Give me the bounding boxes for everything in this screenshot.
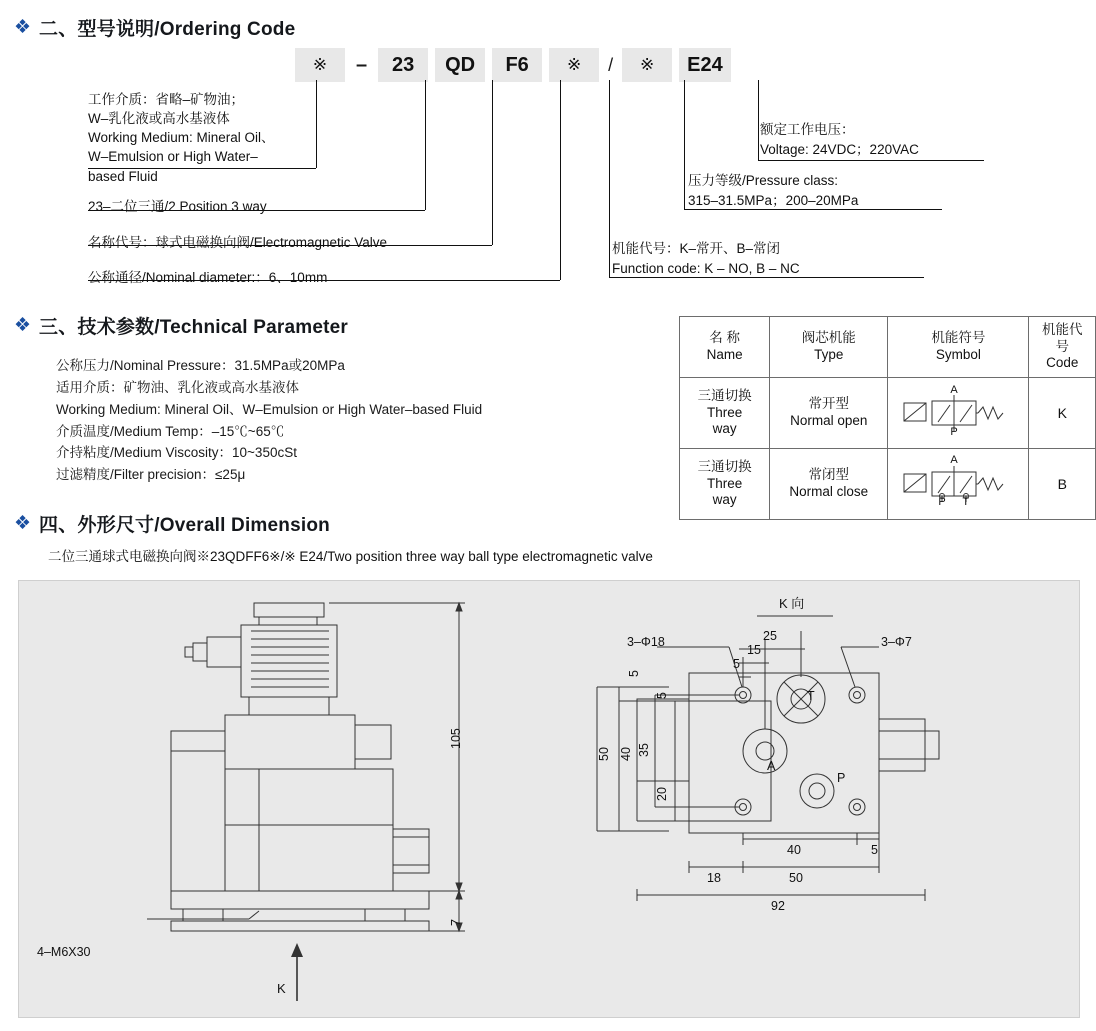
dim-5-bottom: 5 [871, 843, 878, 857]
code-box-qd: QD [435, 48, 485, 82]
tp-line-4: 介质温度/Medium Temp：–15℃~65℃ [56, 423, 285, 439]
row1-type-en: Normal open [790, 413, 868, 428]
label-medium-line3: Working Medium: Mineral Oil、 [88, 130, 275, 146]
label-function-code [612, 239, 800, 278]
header-symbol-en: Symbol [935, 347, 981, 362]
port-label-a: A [767, 759, 776, 773]
dim-25: 25 [763, 629, 777, 643]
leader-line [560, 80, 561, 280]
tp-line-6: 过滤精度/Filter precision：≤25μ [56, 467, 246, 483]
label-pressure-line1: 压力等级/Pressure class: [688, 173, 839, 188]
leader-line [609, 80, 610, 240]
leader-line [425, 80, 426, 210]
label-medium-line5: based Fluid [88, 168, 158, 184]
label-medium-line1: 工作介质：省略–矿物油； [88, 92, 245, 107]
table-header-row [680, 317, 1096, 378]
dim-5-left-b: 5 [655, 692, 669, 699]
callout-3-phi7: 3–Φ7 [881, 635, 912, 649]
diamond-bullet-icon: ❖ [14, 513, 32, 534]
code-box-e24: E24 [679, 48, 731, 82]
leader-line [609, 240, 610, 277]
table-row [680, 449, 1096, 520]
dim-20-left: 20 [655, 787, 669, 801]
cell-name-k [680, 378, 770, 449]
label-name-code: 名称代号：球式电磁换向阀/Electromagnetic Valve [88, 235, 388, 250]
header-code-cn: 机能代号 [1041, 321, 1083, 354]
leader-line [316, 82, 317, 168]
dim-7: 7 [449, 919, 463, 926]
row2-type-en: Normal close [789, 484, 869, 499]
dim-18-bottom: 18 [707, 871, 721, 885]
dim-50-bottom: 50 [789, 871, 803, 885]
dim-5-left-a: 5 [627, 670, 641, 677]
header-type-cn: 阀芯机能 [801, 330, 856, 346]
dim-15: 15 [747, 643, 761, 657]
label-pressure-line2: 315–31.5MPa；200–20MPa [688, 192, 859, 208]
label-medium-line4: W–Emulsion or High Water– [88, 149, 258, 165]
leader-line [492, 80, 493, 245]
tp-line-1: 公称压力/Nominal Pressure：31.5MPa或20MPa [56, 358, 345, 373]
code-box-23: 23 [378, 48, 428, 82]
header-name-cn: 名 称 [709, 330, 740, 346]
label-position: 23–二位三通/2 Position 3 way [88, 199, 267, 214]
cell-symbol-b [888, 449, 1029, 520]
dim-50-left: 50 [597, 747, 611, 761]
section-header-technical [14, 312, 348, 339]
row2-name-en1: Three [706, 475, 743, 491]
table-row [680, 378, 1096, 449]
callout-3-phi18: 3–Φ18 [627, 635, 665, 649]
view-arrow-k-left: K [277, 981, 286, 996]
leader-line [758, 160, 984, 161]
page-title-ordering: 二、型号说明/Ordering Code [39, 19, 296, 40]
header-symbol-cn: 机能符号 [931, 330, 986, 346]
dim-4-m6x30: 4–M6X30 [37, 945, 91, 959]
leader-line [684, 185, 685, 209]
section-header-ordering [14, 14, 295, 41]
diamond-bullet-icon: ❖ [14, 315, 32, 336]
leader-line [758, 80, 759, 118]
tp-line-5: 介持粘度/Medium Viscosity：10~350cSt [56, 445, 297, 461]
cell-code-b: B [1029, 449, 1096, 520]
row1-port-a: A [950, 384, 958, 396]
row1-port-p: P [950, 426, 958, 438]
cell-code-k: K [1029, 378, 1096, 449]
label-medium-line2: W–乳化液或高水基液体 [88, 111, 230, 127]
label-working-medium [88, 90, 275, 186]
header-name-en: Name [706, 347, 743, 362]
header-code-en: Code [1046, 355, 1079, 371]
cell-name-b [680, 449, 770, 520]
header-symbol [888, 317, 1029, 378]
cell-type-k [770, 378, 888, 449]
diamond-bullet-icon: ❖ [14, 17, 32, 38]
row2-type-cn: 常闭型 [808, 467, 849, 483]
label-voltage-line1: 额定工作电压： [760, 122, 855, 137]
dim-105: 105 [449, 728, 463, 749]
cell-symbol-k [888, 378, 1029, 449]
dim-35-left: 35 [637, 743, 651, 757]
dimension-caption: 二位三通球式电磁换向阀※23QDFF6※/※ E24/Two position three way ball type electromagnetic valve [48, 549, 653, 564]
dim-40-bottom: 40 [787, 843, 801, 857]
row2-name-cn: 三通切换 [697, 458, 752, 474]
ordering-code-row [295, 48, 731, 82]
cell-type-b [770, 449, 888, 520]
section-header-dimension [14, 510, 330, 537]
page-title-technical: 三、技术参数/Technical Parameter [39, 317, 348, 338]
label-function-line1: 机能代号：K–常开、B–常闭 [612, 241, 781, 256]
code-slash: / [608, 54, 614, 75]
dim-40-left: 40 [619, 747, 633, 761]
header-code [1029, 317, 1096, 378]
row1-name-cn: 三通切换 [697, 387, 752, 403]
technical-parameter-list [56, 355, 482, 486]
dim-5-top: 5 [733, 657, 740, 671]
label-voltage [760, 120, 919, 159]
tp-line-3: Working Medium: Mineral Oil、W–Emulsion or High Water–based Fluid [56, 401, 483, 417]
dimension-drawing-panel [18, 580, 1080, 1018]
row2-port-p: P [938, 496, 946, 508]
header-type [770, 317, 888, 378]
page-title-dimension: 四、外形尺寸/Overall Dimension [39, 515, 330, 536]
label-function-line2: Function code: K – NO, B – NC [612, 260, 800, 276]
port-label-t: T [807, 689, 815, 703]
function-table [679, 316, 1096, 520]
code-box-f6: F6 [492, 48, 542, 82]
port-label-p: P [837, 771, 846, 785]
row1-name-en2: way [712, 421, 737, 437]
header-type-en: Type [814, 347, 844, 362]
row2-port-t: T [962, 496, 970, 508]
code-box-0: ※ [295, 48, 345, 82]
row2-port-a: A [950, 454, 958, 466]
code-box-5: ※ [549, 48, 599, 82]
header-name [680, 317, 770, 378]
dim-92-bottom: 92 [771, 899, 785, 913]
row1-name-en1: Three [706, 404, 743, 420]
row2-name-en2: way [712, 492, 737, 508]
leader-line [758, 118, 759, 160]
tp-line-2: 适用介质：矿物油、乳化液或高水基液体 [56, 379, 299, 395]
code-box-7: ※ [622, 48, 672, 82]
label-voltage-line2: Voltage: 24VDC；220VAC [760, 141, 919, 157]
view-title-k: K 向 [779, 596, 805, 611]
row1-type-cn: 常开型 [808, 396, 849, 412]
label-nominal-diameter: 公称通径/Nominal diameter:：6、10mm [88, 270, 328, 285]
code-dash: – [356, 53, 368, 76]
leader-line [684, 80, 685, 185]
label-pressure-class [688, 171, 858, 210]
